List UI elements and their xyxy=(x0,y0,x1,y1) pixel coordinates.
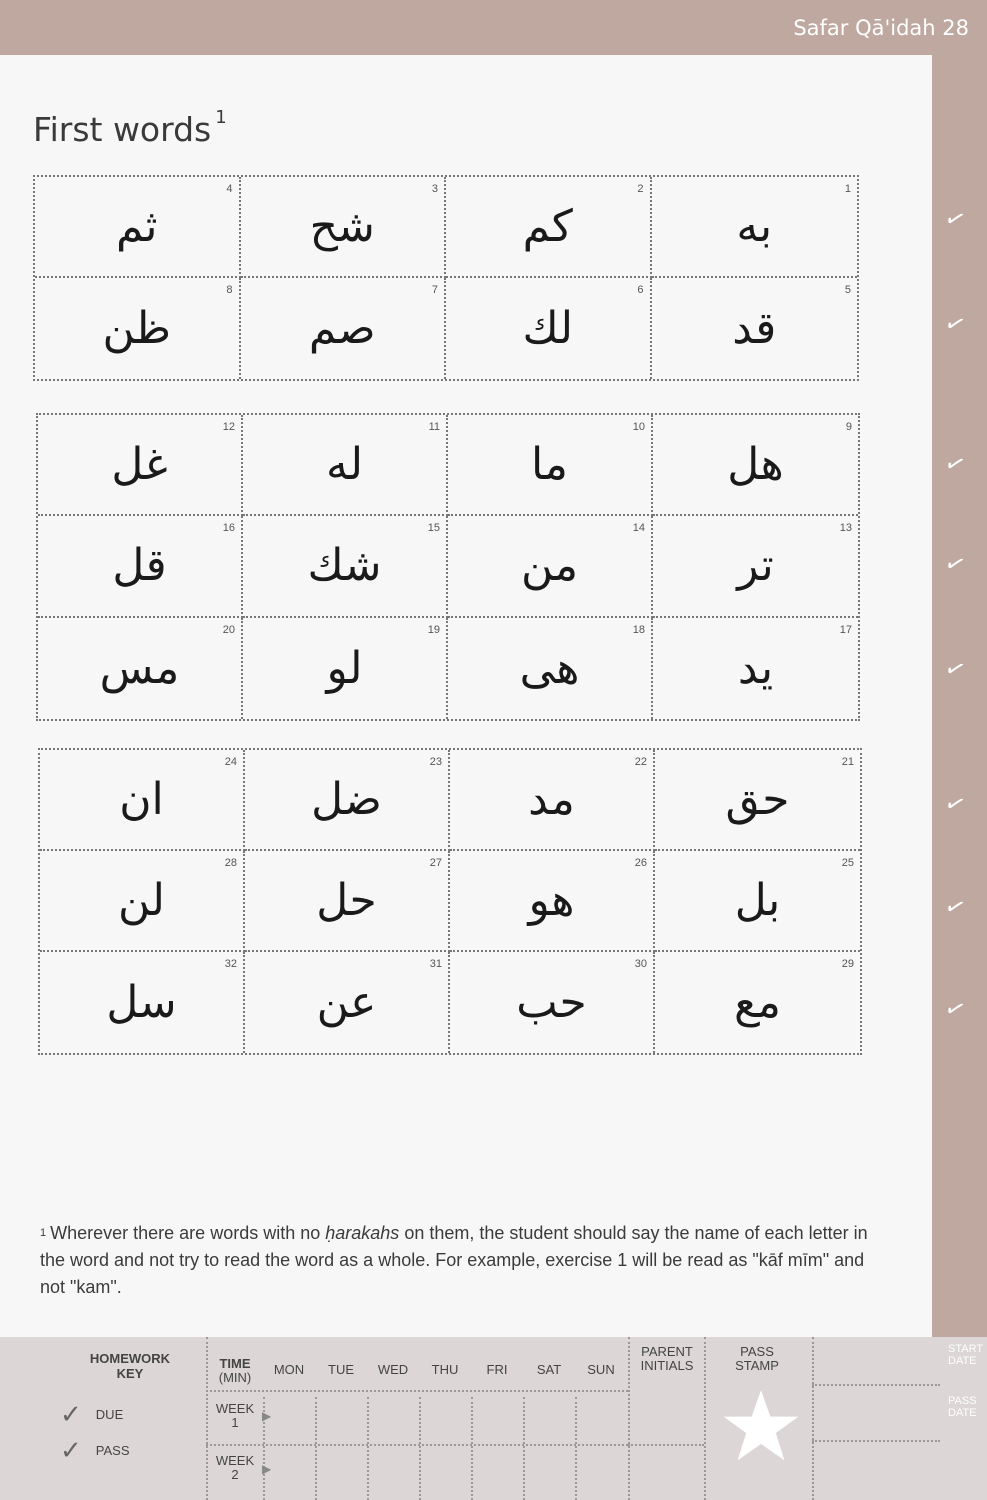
arabic-word: لن xyxy=(118,875,165,926)
check-icon: ✓ xyxy=(940,448,970,481)
check-icon: ✓ xyxy=(940,653,970,686)
footnote-text-2: on them, the student should say the name of each letter in the word and not try to read the word as a whole. For example, exercise 1 will be read as "kāf mīm" and not "kam". xyxy=(40,1223,868,1297)
word-cell xyxy=(38,516,243,617)
divider xyxy=(575,1397,577,1500)
arabic-word: غل xyxy=(111,439,168,491)
arabic-word: ظن xyxy=(102,303,172,354)
book-header: Safar Qā'idah 28 xyxy=(793,16,969,40)
day-header: WED xyxy=(377,1362,409,1377)
divider xyxy=(812,1337,814,1500)
day-header: SUN xyxy=(587,1362,615,1377)
arabic-word: مس xyxy=(99,642,180,694)
day-header: SAT xyxy=(536,1362,562,1377)
arabic-word: حق xyxy=(725,774,790,825)
arabic-word: عن xyxy=(316,977,377,1028)
key-pass xyxy=(60,1435,130,1466)
word-cell xyxy=(245,952,450,1053)
word-cell xyxy=(243,516,448,617)
word-cell xyxy=(241,177,447,278)
exercise-number: 24 xyxy=(224,756,237,768)
arabic-word: من xyxy=(520,540,579,592)
exercise-number: 21 xyxy=(841,756,854,768)
pass-stamp-header: PASS STAMP xyxy=(735,1344,779,1373)
week-2-label xyxy=(212,1454,258,1482)
word-cell xyxy=(38,618,243,719)
pass-check-icon: ✓ xyxy=(60,1435,82,1465)
arabic-word: شح xyxy=(309,201,375,252)
word-cell xyxy=(450,750,655,851)
exercise-number: 6 xyxy=(637,284,644,296)
exercise-number: 26 xyxy=(634,857,647,869)
key-due-label: DUE xyxy=(95,1407,124,1422)
word-grid-2 xyxy=(36,413,860,721)
arabic-word: قد xyxy=(732,303,777,354)
word-cell xyxy=(653,618,858,719)
word-cell xyxy=(448,618,653,719)
word-cell xyxy=(653,415,858,516)
check-icon: ✓ xyxy=(940,788,970,821)
exercise-number: 16 xyxy=(222,522,235,535)
exercise-number: 25 xyxy=(841,857,854,869)
word-cell xyxy=(40,952,245,1053)
arabic-word: ما xyxy=(531,439,568,491)
exercise-number: 23 xyxy=(429,756,442,768)
arabic-word: به xyxy=(736,201,773,252)
exercise-number: 13 xyxy=(839,522,852,535)
divider xyxy=(704,1337,706,1500)
exercise-number: 27 xyxy=(429,857,442,869)
arabic-word: مع xyxy=(734,977,781,1028)
exercise-number: 12 xyxy=(222,421,235,433)
exercise-number: 15 xyxy=(427,522,440,535)
arabic-word: هى xyxy=(519,642,580,694)
word-cell xyxy=(243,415,448,516)
divider xyxy=(315,1397,317,1500)
arabic-word: لو xyxy=(326,642,363,694)
key-due xyxy=(60,1399,123,1430)
word-cell xyxy=(655,952,860,1053)
footnote-ref: 1 xyxy=(215,107,227,128)
exercise-number: 14 xyxy=(632,522,645,535)
arabic-word: بل xyxy=(734,875,781,926)
week-1-text: WEEK xyxy=(215,1401,255,1416)
day-header: TUE xyxy=(328,1362,354,1377)
exercise-number: 19 xyxy=(427,623,440,636)
arabic-word: ضل xyxy=(311,774,382,825)
divider xyxy=(628,1444,704,1446)
divider xyxy=(812,1384,940,1386)
arabic-word: شك xyxy=(307,540,382,592)
arabic-word: سل xyxy=(106,977,177,1028)
key-pass-label: PASS xyxy=(95,1443,130,1458)
day-header: THU xyxy=(431,1362,459,1377)
word-cell xyxy=(245,851,450,952)
arrow-right-icon: ▶ xyxy=(262,1409,272,1423)
word-cell xyxy=(450,851,655,952)
arabic-word: هل xyxy=(727,439,784,491)
exercise-number: 28 xyxy=(224,857,237,869)
divider xyxy=(206,1444,628,1446)
arabic-word: حب xyxy=(516,977,587,1028)
exercise-number: 31 xyxy=(429,958,442,970)
footnote-text-1: Wherever there are words with no xyxy=(50,1223,326,1243)
word-grid-3 xyxy=(38,748,862,1055)
footnote-mark: 1 xyxy=(40,1227,47,1239)
exercise-number: 17 xyxy=(839,623,852,636)
divider xyxy=(367,1397,369,1500)
footnote-italic: ḥarakahs xyxy=(325,1223,400,1243)
check-icon: ✓ xyxy=(940,203,970,236)
page-title-text: First words xyxy=(33,110,212,149)
check-icon: ✓ xyxy=(940,548,970,581)
arabic-word: حل xyxy=(316,875,377,926)
exercise-number: 10 xyxy=(632,421,645,433)
exercise-number: 9 xyxy=(845,421,852,433)
exercise-number: 30 xyxy=(634,958,647,970)
arabic-word: قل xyxy=(112,540,167,592)
divider xyxy=(812,1440,940,1442)
homework-table xyxy=(0,1337,987,1500)
due-check-icon: ✓ xyxy=(60,1399,82,1429)
check-icon: ✓ xyxy=(940,993,970,1026)
word-cell xyxy=(35,278,241,379)
parent-initials-header: PARENT INITIALS xyxy=(640,1344,694,1373)
homework-key-title: HOMEWORK KEY xyxy=(89,1351,171,1381)
word-cell xyxy=(655,750,860,851)
footnote xyxy=(40,1220,875,1301)
week-2-text: WEEK xyxy=(215,1453,255,1468)
exercise-number: 11 xyxy=(428,421,440,433)
day-header: MON xyxy=(273,1362,305,1377)
exercise-number: 1 xyxy=(844,183,851,195)
word-cell xyxy=(446,177,652,278)
arabic-word: يد xyxy=(737,642,774,694)
word-cell xyxy=(40,750,245,851)
arabic-word: له xyxy=(326,439,363,491)
word-cell xyxy=(38,415,243,516)
pass-date-label: PASS DATE xyxy=(948,1395,977,1419)
word-cell xyxy=(653,516,858,617)
week-2-num: 2 xyxy=(231,1467,239,1482)
word-cell xyxy=(448,516,653,617)
word-cell xyxy=(652,278,858,379)
time-label: TIME xyxy=(219,1356,251,1371)
week-1-label xyxy=(212,1402,258,1430)
arrow-right-icon: ▶ xyxy=(262,1462,272,1476)
word-cell xyxy=(450,952,655,1053)
word-cell xyxy=(35,177,241,278)
divider xyxy=(206,1337,208,1500)
page-title xyxy=(33,107,227,149)
divider xyxy=(471,1397,473,1500)
start-date-label: START DATE xyxy=(948,1343,983,1367)
check-icon: ✓ xyxy=(940,891,970,924)
day-header: FRI xyxy=(486,1362,508,1377)
exercise-number: 5 xyxy=(844,284,851,296)
exercise-number: 7 xyxy=(431,284,438,296)
exercise-number: 4 xyxy=(226,183,233,195)
arabic-word: صم xyxy=(308,303,376,354)
exercise-number: 18 xyxy=(632,623,645,636)
word-cell xyxy=(652,177,858,278)
arabic-word: هو xyxy=(528,875,575,926)
divider xyxy=(419,1397,421,1500)
star-icon xyxy=(722,1387,800,1465)
arabic-word: تر xyxy=(737,540,774,592)
word-cell xyxy=(241,278,447,379)
arabic-word: مد xyxy=(528,774,575,825)
arabic-word: لك xyxy=(522,303,573,354)
word-cell xyxy=(245,750,450,851)
divider xyxy=(206,1390,628,1392)
word-cell xyxy=(448,415,653,516)
check-icon: ✓ xyxy=(940,308,970,341)
word-grid-1 xyxy=(33,175,859,381)
word-cell xyxy=(655,851,860,952)
word-cell xyxy=(243,618,448,719)
divider xyxy=(628,1337,630,1500)
word-cell xyxy=(40,851,245,952)
divider xyxy=(523,1397,525,1500)
arabic-word: ان xyxy=(119,774,164,825)
word-cell xyxy=(446,278,652,379)
arabic-word: كم xyxy=(522,201,573,252)
exercise-number: 20 xyxy=(222,623,235,636)
exercise-number: 22 xyxy=(634,756,647,768)
exercise-number: 32 xyxy=(224,958,237,970)
exercise-number: 2 xyxy=(637,183,644,195)
week-1-num: 1 xyxy=(231,1415,239,1430)
exercise-number: 3 xyxy=(431,183,438,195)
time-header xyxy=(212,1357,258,1385)
arabic-word: ثم xyxy=(115,201,158,252)
time-unit: (MIN) xyxy=(218,1370,252,1385)
exercise-number: 8 xyxy=(226,284,233,296)
exercise-number: 29 xyxy=(841,958,854,970)
